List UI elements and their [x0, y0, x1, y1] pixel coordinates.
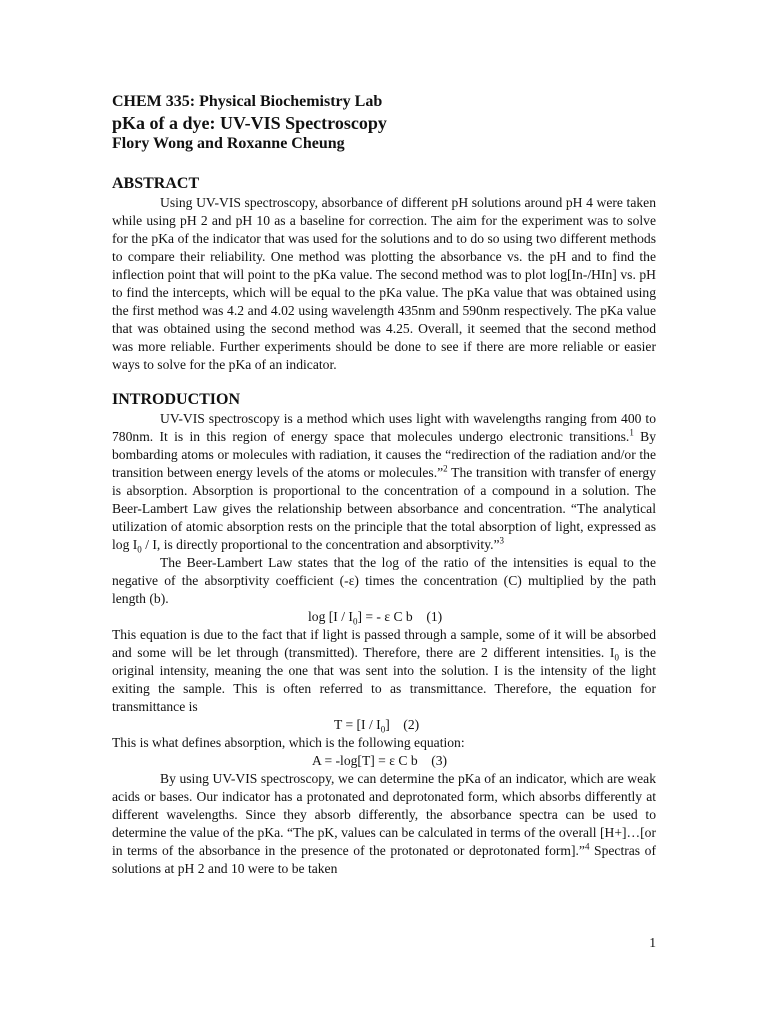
intro-paragraph-5: By using UV-VIS spectroscopy, we can determine the pKa of an indicator, which are weak acids or bases. Our indicator has a protonated and deprotonated form, which absorbs differently at different wavelengths. Since they absorb differently, the absorbance spectra can be used to determine the value of the pKa. “The pK, values can be calculated in terms of the overall [H+]…[or in terms of the absorbance in the presence of the protonated or deprotonated form].”$^4$ Spectras of solutions at pH 2 and 10 were to be taken: [112, 771, 656, 876]
citation-1: 1: [629, 427, 634, 438]
intro-paragraph-2: The Beer-Lambert Law states that the log of the ratio of the intensities is equal to the negative of the absorptivity coefficient (-ε) times the concentration (C) multiplied by the path length (b).: [112, 555, 656, 606]
citation-2: 2: [443, 463, 448, 474]
page-number: 1: [649, 935, 656, 950]
abstract-text: Using UV-VIS spectroscopy, absorbance of different pH solutions around pH 4 were taken while using pH 2 and pH 10 as a baseline for correction. The aim for the experiment was to solve for the pKa of the indicator that was used for the solutions and to do so using two different methods to compare their reliability. One method was plotting the absorbance vs. the pH and to find the inflection point that will point to the pKa value. The second method was to plot log[In-/HIn] vs. pH to find the intercepts, which will be equal to the pKa value. The pKa value that was obtained using the first method was 4.2 and 4.02 using wavelength 435nm and 590nm respectively. The pKa value that was obtained using the second method was 4.25. Overall, it seemed that the second method was more reliable. Further experiments should be done to see if there are more reliable or easier ways to solve for the pKa of an indicator.: [112, 195, 656, 372]
equation-3: A = -log[T] = ε C b (3): [312, 753, 448, 768]
paper-title: pKa of a dye: UV-VIS Spectroscopy: [112, 113, 387, 133]
course-title: CHEM 335: Physical Biochemistry Lab: [112, 93, 383, 110]
intro-paragraph-4: This is what defines absorption, which is the following equation:: [112, 735, 465, 750]
intro-paragraph-3: This equation is due to the fact that if light is passed through a sample, some of it will be absorbed and some will be let through (transmitted). Therefore, there are 2 different intensities. $I_0$ is the original intensity, meaning the one that was sent into the solution. I is the intensity of the light exiting the sample. This is often referred to as transmittance. Therefore, the equation for transmittance is: [112, 627, 656, 714]
authors: Flory Wong and Roxanne Cheung: [112, 135, 345, 152]
equation-2: $T = [I / I_0]$ (2): [334, 717, 420, 735]
citation-4: 4: [584, 841, 590, 852]
equation-1: $\log [I / I_0]$ = - ε C b (1): [308, 609, 443, 627]
citation-3: 3: [499, 535, 505, 546]
intro-paragraph-1: UV-VIS spectroscopy is a method which uses light with wavelengths ranging from 400 to 780nm. It is in this region of energy space that molecules undergo electronic transitions.$^1$ By bombarding atoms or molecules with radiation, it causes the “redirection of the radiation and/or the transition between energy levels of the atoms or molecules.”$^2$ The transition with transfer of energy is absorption. Absorption is proportional to the concentration of a compound in a solution. The Beer-Lambert Law gives the relationship between absorbance and concentration. “The analytical utilization of atomic absorption rests on the principle that the total absorption of light, expressed as $\log I_0$ / I, is directly proportional to the concentration and absorptivity.”$^3$: [112, 411, 656, 555]
introduction-heading: INTRODUCTION: [112, 391, 241, 408]
abstract-heading: ABSTRACT: [112, 175, 200, 192]
